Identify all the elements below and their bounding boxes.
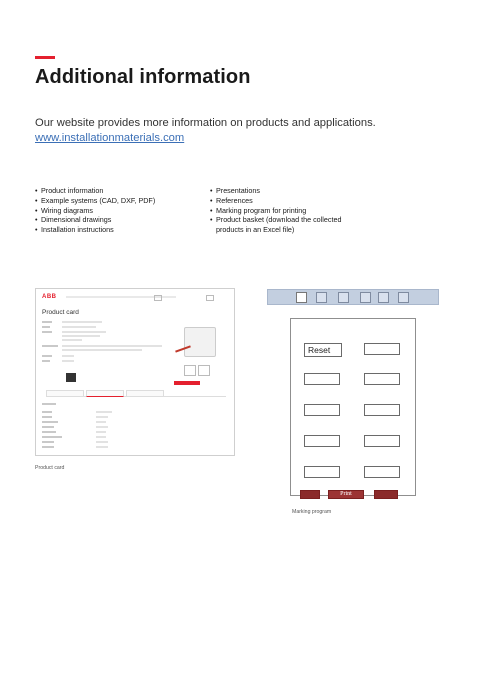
toolbar-button[interactable] [378, 292, 389, 303]
product-card-caption: Product card [35, 465, 65, 471]
list-item: • Example systems (CAD, DXF, PDF) [35, 196, 195, 206]
cart-icon [154, 295, 162, 301]
spec-value [62, 335, 100, 337]
spec-value [62, 345, 162, 347]
bullet-list-right [210, 186, 360, 235]
list-item: • Dimensional drawings [35, 215, 195, 225]
tab-overview[interactable] [46, 390, 84, 397]
spec-value [96, 441, 108, 443]
reset-label: Reset [308, 345, 331, 355]
bullet-list-left [35, 186, 195, 235]
list-item: • Wiring diagrams [35, 206, 195, 216]
print-button[interactable]: Print [328, 490, 364, 499]
product-card-screenshot [35, 288, 235, 456]
toolbar-button[interactable] [338, 292, 349, 303]
spec-label [42, 431, 56, 433]
toolbar-button[interactable] [316, 292, 327, 303]
abb-logo: ABB [42, 294, 57, 300]
spec-label [42, 345, 58, 347]
toolbar-button[interactable] [398, 292, 409, 303]
spec-label [42, 360, 50, 362]
website-link[interactable]: www.installationmaterials.com [35, 132, 185, 144]
label-field[interactable] [364, 435, 400, 447]
intro-paragraph [35, 116, 435, 146]
list-item: • Installation instructions [35, 225, 195, 235]
spec-label [42, 421, 58, 423]
spec-value [96, 416, 108, 418]
list-item: • References [210, 196, 360, 206]
label-field[interactable] [364, 404, 400, 416]
accent-bar [35, 56, 55, 59]
spec-label [42, 326, 50, 328]
spec-value [62, 339, 82, 341]
marking-bottom-bar [300, 490, 400, 498]
product-image [184, 327, 216, 357]
label-field[interactable] [304, 435, 340, 447]
add-to-basket-button[interactable] [174, 381, 200, 385]
reset-button[interactable] [304, 343, 342, 357]
toolbar-button[interactable] [296, 292, 307, 303]
label-field[interactable] [304, 404, 340, 416]
order-button[interactable] [374, 490, 398, 499]
spec-label [42, 321, 52, 323]
section-heading [42, 403, 56, 405]
spec-value [62, 331, 106, 333]
back-button[interactable] [300, 490, 320, 499]
marking-toolbar [267, 289, 439, 305]
product-card-heading: Product card [42, 309, 79, 316]
label-field[interactable] [364, 466, 400, 478]
spec-label [42, 355, 52, 357]
spec-label [42, 446, 54, 448]
page-title: Additional information [35, 66, 251, 88]
account-icon [206, 295, 214, 301]
spec-label [42, 331, 52, 333]
label-field[interactable] [364, 373, 400, 385]
spec-label [42, 426, 54, 428]
spec-value [62, 355, 74, 357]
spec-value [96, 426, 108, 428]
list-item: • Product information [35, 186, 195, 196]
cad-icon[interactable] [198, 365, 210, 376]
toolbar-button[interactable] [360, 292, 371, 303]
spec-label [42, 441, 54, 443]
intro-text: Our website provides more information on products and applications. [35, 117, 376, 129]
spec-label [42, 436, 62, 438]
tab-documents[interactable] [126, 390, 164, 397]
product-tabs [46, 390, 226, 397]
spec-label [42, 411, 52, 413]
label-field[interactable] [304, 373, 340, 385]
spec-value [96, 411, 112, 413]
tab-details[interactable] [86, 390, 124, 397]
ce-mark-icon [66, 373, 76, 382]
spec-value [96, 446, 108, 448]
spec-value [96, 421, 106, 423]
list-item: • Presentations [210, 186, 360, 196]
spec-value [96, 436, 106, 438]
spec-value [62, 321, 102, 323]
list-item: • Product basket (download the collected products in an Excel file) [210, 215, 360, 235]
spec-label [42, 416, 52, 418]
spec-value [62, 360, 74, 362]
document-icon[interactable] [184, 365, 196, 376]
spec-value [96, 431, 106, 433]
spec-value [62, 326, 96, 328]
marking-program-caption: Marking program [292, 509, 332, 515]
label-field[interactable] [364, 343, 400, 355]
label-field[interactable] [304, 466, 340, 478]
spec-value [62, 349, 142, 351]
list-item: • Marking program for printing [210, 206, 360, 216]
marking-label-sheet [290, 318, 416, 496]
